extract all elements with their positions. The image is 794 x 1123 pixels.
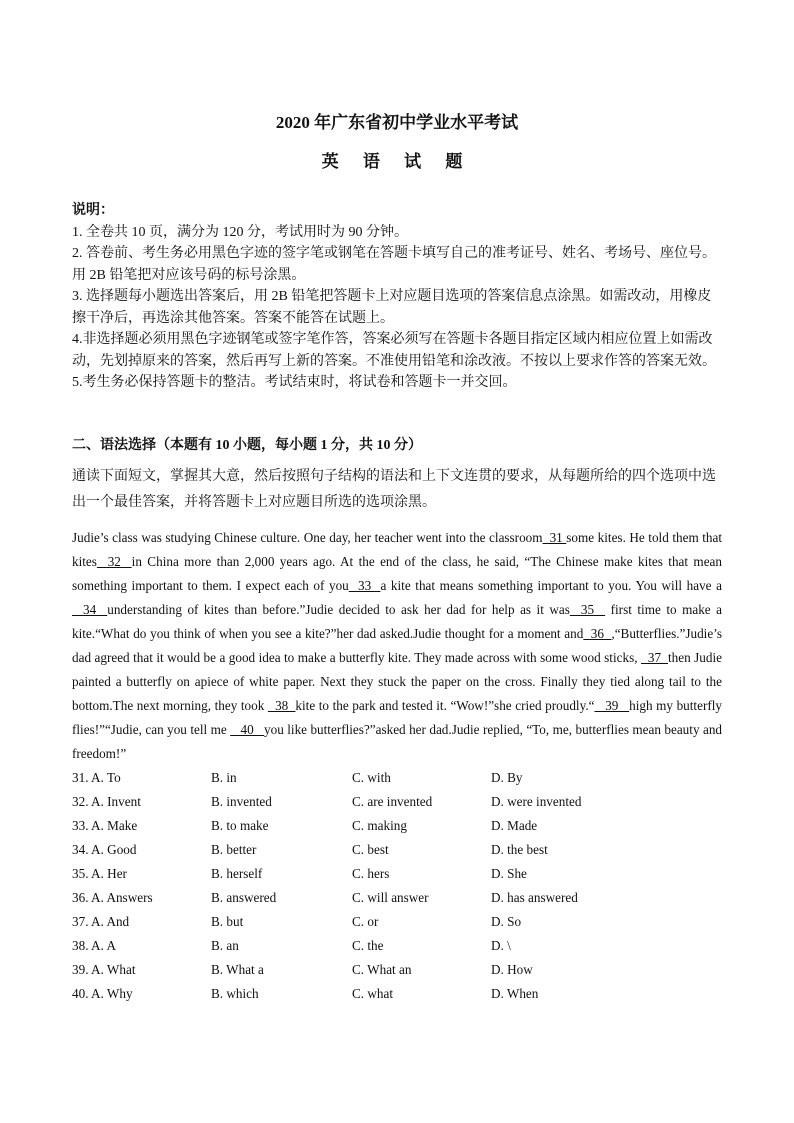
option-d: D. By xyxy=(491,770,523,785)
blank-39: 39 xyxy=(594,698,630,713)
passage-text: understanding of kites than before.”Judie decided to ask her dad for help as it was xyxy=(107,602,570,617)
passage-text: high my butterfly flies!”“Judie, can you tell me xyxy=(72,698,722,737)
option-b: B. to make xyxy=(211,818,269,833)
option-d: D. were invented xyxy=(491,794,582,809)
option-c: C. hers xyxy=(352,866,390,881)
option-a: 37. A. And xyxy=(72,914,130,929)
section-heading: 二、语法选择（本题有 10 小题，每小题 1 分，共 10 分） xyxy=(72,438,422,453)
option-c: C. making xyxy=(352,818,407,833)
option-a: 36. A. Answers xyxy=(72,890,153,905)
passage-text: Judie’s class was studying Chinese culture. One day, her teacher went into the classroom xyxy=(72,530,543,545)
blank-32: 32 xyxy=(96,554,132,569)
option-c: C. will answer xyxy=(352,890,429,905)
option-a: 31. A. To xyxy=(72,770,121,785)
option-b: B. but xyxy=(211,914,244,929)
blank-38: 38 xyxy=(267,698,296,713)
blank-40: 40 xyxy=(230,722,265,737)
exam-title: 2020 年广东省初中学业水平考试 xyxy=(275,113,519,132)
option-b: B. answered xyxy=(211,890,277,905)
blank-31: 31 xyxy=(542,530,567,545)
option-b: B. in xyxy=(211,770,237,785)
option-b: B. What a xyxy=(211,962,264,977)
option-a: 32. A. Invent xyxy=(72,794,141,809)
passage-text: you like butterflies?”asked her dad.Judie replied, “To, me, butterflies mean beauty and freedom!” xyxy=(72,722,723,761)
option-row-38 xyxy=(72,934,724,958)
option-row-35 xyxy=(72,862,724,886)
instructions-notes xyxy=(72,200,724,394)
note-item-5: 5.考生务必保持答题卡的整洁。考试结束时，将试卷和答题卡一并交回。 xyxy=(72,375,517,390)
cloze-passage xyxy=(72,526,722,766)
option-row-34 xyxy=(72,838,724,862)
passage-text: first time to make a kite.“What do you think of when you see a kite?”her dad asked.Judie thought for a moment and xyxy=(72,602,723,641)
blank-36: 36 xyxy=(583,626,612,641)
option-c: C. the xyxy=(352,938,384,953)
exam-subtitle: 英 语 试 题 xyxy=(321,152,473,171)
option-c: C. or xyxy=(352,914,379,929)
note-item-4: 4.非选择题必须用黑色字迹钢笔或签字笔作答，答案必须写在答题卡各题目指定区域内相应位置上如需改动，先划掉原来的答案，然后再写上新的答案。不准使用铅笔和涂改液。不按以上要求作答的答案无效。 xyxy=(72,332,716,369)
option-row-33 xyxy=(72,814,724,838)
option-b: B. invented xyxy=(211,794,272,809)
option-c: C. are invented xyxy=(352,794,433,809)
option-b: B. which xyxy=(211,986,259,1001)
passage-text: some kites. He told them that kites xyxy=(72,530,723,569)
blank-35: 35 xyxy=(569,602,606,617)
option-a: 33. A. Make xyxy=(72,818,138,833)
option-d: D. \ xyxy=(491,938,511,953)
passage-text: ,“Butterflies.”Judie’s dad agreed that it would be a good idea to make a butterfly kite. They made across with some wood sticks, xyxy=(72,626,722,665)
answer-options xyxy=(72,766,724,1006)
note-item-1: 1. 全卷共 10 页，满分为 120 分，考试用时为 90 分钟。 xyxy=(72,224,408,240)
blank-34: 34 xyxy=(72,602,108,617)
option-d: D. She xyxy=(491,866,527,881)
option-b: B. an xyxy=(211,938,239,953)
option-c: C. What an xyxy=(352,962,412,977)
option-d: D. How xyxy=(491,962,533,977)
passage-text: in China more than 2,000 years ago. At the end of the class, he said, “The Chinese make kites that mean something important to them. I expect each of you xyxy=(72,554,722,593)
note-item-3: 3. 选择题每小题选出答案后，用 2B 铅笔把答题卡上对应题目选项的答案信息点涂黑。如需改动，用橡皮擦干净后，再选涂其他答案。答案不能答在试题上。 xyxy=(72,289,712,326)
option-row-31 xyxy=(72,766,724,790)
passage-text: kite to the park and tested it. “Wow!”she cried proudly.“ xyxy=(295,698,595,713)
option-d: D. So xyxy=(491,914,522,929)
option-d: D. the best xyxy=(491,842,548,857)
option-d: D. Made xyxy=(491,818,538,833)
option-c: C. best xyxy=(352,842,389,857)
notes-heading: 说明： xyxy=(72,203,114,218)
passage-text: a kite that means something important to you. You will have a xyxy=(380,578,723,593)
option-b: B. herself xyxy=(211,866,263,881)
blank-37: 37 xyxy=(640,650,669,665)
option-d: D. When xyxy=(491,986,539,1001)
option-c: C. with xyxy=(352,770,391,785)
option-row-39 xyxy=(72,958,724,982)
option-row-40 xyxy=(72,982,724,1006)
option-row-32 xyxy=(72,790,724,814)
option-a: 40. A. Why xyxy=(72,986,133,1001)
option-a: 35. A. Her xyxy=(72,866,127,881)
blank-33: 33 xyxy=(348,578,381,593)
option-b: B. better xyxy=(211,842,257,857)
note-item-2: 2. 答卷前、考生务必用黑色字迹的签字笔或钢笔在答题卡填写自己的准考证号、姓名、考场号、座位号。用 2B 铅笔把对应该号码的标号涂黑。 xyxy=(72,246,716,283)
option-row-37 xyxy=(72,910,724,934)
option-d: D. has answered xyxy=(491,890,578,905)
option-row-36 xyxy=(72,886,724,910)
option-a: 39. A. What xyxy=(72,962,136,977)
option-c: C. what xyxy=(352,986,394,1001)
option-a: 34. A. Good xyxy=(72,842,137,857)
section-instructions: 通读下面短文，掌握其大意，然后按照句子结构的语法和上下文连贯的要求，从每题所给的四个选项中选出一个最佳答案，并将答题卡上对应题目所选的选项涂黑。 xyxy=(72,469,716,510)
passage-text: then Judie painted a butterfly on apiece of white paper. Next they stuck the paper on the cross. Finally they tied along tail to the bottom.The next morning, they took xyxy=(72,650,723,713)
option-a: 38. A. A xyxy=(72,938,116,953)
